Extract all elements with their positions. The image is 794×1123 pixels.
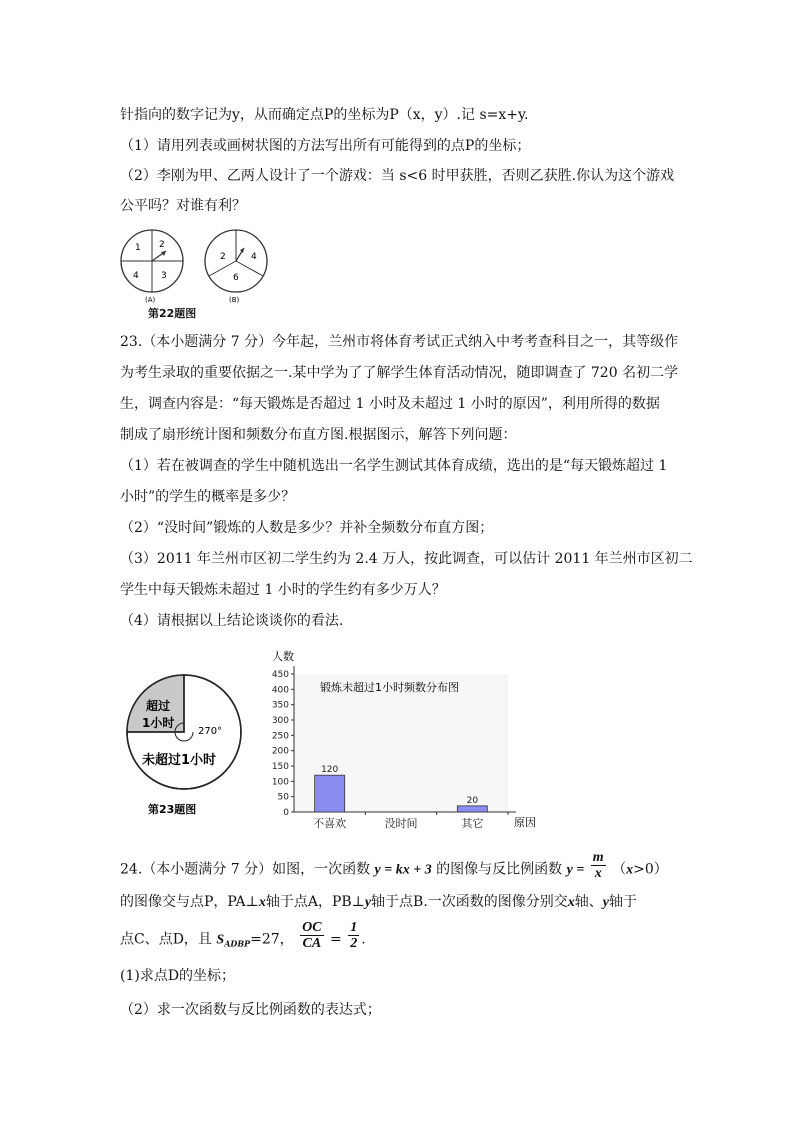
y-tick-label: 250 (271, 731, 289, 742)
x-var: x (567, 895, 575, 910)
spinner-a (121, 230, 183, 304)
y-var: y (602, 895, 610, 910)
spinner-a-number: 4 (133, 271, 139, 281)
spinner-a-number: 3 (161, 271, 167, 281)
figure-23-caption: 第23题图 (148, 803, 197, 816)
text-span: 轴于 (609, 894, 638, 910)
text-span: . (361, 931, 366, 948)
text-line: (1)求点D的坐标； (120, 968, 236, 984)
y-tick-label: 100 (271, 777, 289, 788)
x-tick-label: 其它 (461, 817, 484, 830)
x-tick-label: 没时间 (384, 817, 418, 830)
linear-function: y = kx + 3 (374, 862, 432, 878)
bar (457, 806, 487, 812)
y-tick-label: 150 (271, 762, 289, 772)
text-line: （2）李刚为甲、乙两人设计了一个游戏：当 s<6 时甲获胜，否则乙获胜.你认为这个游戏 (120, 168, 675, 184)
text-span: =27， (250, 931, 294, 948)
spinner-b-number: 4 (251, 252, 257, 262)
text-line: 公平吗？对谁有利？ (120, 198, 246, 214)
text-line: 针指向的数字记为y，从而确定点P的坐标为P（x，y）.记 s=x+y. (120, 107, 529, 123)
bar (315, 775, 345, 812)
text-span: >0） (633, 861, 668, 878)
spinner-a-number: 1 (135, 243, 141, 253)
bar-value-label: 120 (321, 765, 339, 776)
text-span: 的图像交与点P，PA⊥ (120, 894, 259, 910)
text-line: （3）2011 年兰州市区初二学生约为 2.4 万人，按此调查，可以估计 2011 年兰州市区初二 (120, 551, 693, 567)
x-var: x (258, 895, 266, 910)
text-line: 为考生录取的重要依据之一.某中学为了了解学生体育活动情况，随即调查了 720 名初二学 (120, 365, 679, 381)
y-tick-label: 50 (277, 792, 289, 803)
fraction-denominator: 2 (350, 936, 358, 951)
text-line: 学生中每天锻炼未超过 1 小时的学生约有多少万人？ (120, 582, 446, 598)
fraction-numerator: m (592, 850, 604, 865)
bar-value-label: 20 (466, 795, 479, 806)
text-line: 小时”的学生的概率是多少？ (120, 489, 296, 505)
text-line (120, 850, 668, 881)
fraction-numerator: OC (302, 920, 322, 935)
spinner-b-number: 6 (233, 273, 239, 283)
area-symbol: S (216, 932, 225, 948)
fraction-one-half (348, 920, 359, 951)
spinner-b-label: (B) (229, 296, 240, 304)
y-tick-label: 0 (283, 808, 289, 818)
x-var: x (626, 862, 634, 878)
text-span: （ (612, 861, 627, 878)
pie-under-label: 未超过1小时 (142, 753, 217, 768)
x-tick-label: 不喜欢 (313, 817, 347, 830)
text-line: 生，调查内容是：“每天锻炼是否超过 1 小时及未超过 1 小时的原因”，利用所得的数据 (120, 396, 660, 412)
y-tick-label: 350 (271, 700, 289, 711)
y-var: y = (566, 862, 585, 878)
bar-chart (260, 646, 550, 832)
chart-title: 锻炼未超过1小时频数分布图 (320, 681, 459, 694)
text-line: （4）请根据以上结论谈谈你的看法. (120, 613, 344, 629)
text-line: （1）若在被调查的学生中随机选出一名学生测试其体育成绩，选出的是“每天锻炼超过 1 (120, 458, 668, 474)
y-tick-label: 300 (271, 716, 289, 726)
equals-sign: = (330, 931, 342, 948)
text-line: 23.（本小题满分 7 分）今年起，兰州市将体育考试正式纳入中考考查科目之一，其等级作 (120, 334, 679, 350)
spinner-a-label: (A) (145, 296, 156, 304)
text-line: （2）求一次函数与反比例函数的表达式； (120, 1002, 381, 1018)
pie-over-label: 1小时 (142, 716, 175, 730)
pie-angle-label: 270° (198, 726, 223, 737)
y-tick-label: 200 (271, 746, 289, 757)
text-span: 的图像与反比例函数 (436, 861, 563, 878)
fraction-denominator: x (594, 866, 602, 881)
text-span: 24.（本小题满分 7 分）如图，一次函数 (120, 861, 371, 878)
text-span: 轴于点B.一次函数的图像分别交 (371, 894, 568, 910)
spinner-b (205, 230, 267, 304)
text-line: 制成了扇形统计图和频数分布直方图.根据图示，解答下列问题： (120, 427, 517, 443)
text-line: （1）请用列表或画树状图的方法写出所有可能得到的点P的坐标； (120, 138, 531, 154)
fraction-numerator: 1 (350, 920, 358, 935)
y-var: y (364, 895, 372, 910)
text-line: （2）“没时间”锻炼的人数是多少？并补全频数分布直方图； (120, 520, 494, 536)
figure-22-caption: 第22题图 (148, 307, 197, 320)
text-span: 轴、 (574, 894, 603, 910)
text-line (120, 920, 366, 953)
fraction-m-over-x (591, 850, 606, 881)
area-subscript: ADBP (224, 938, 251, 949)
pie-over-label: 超过 (146, 699, 171, 713)
spinner-b-number: 2 (220, 252, 226, 262)
fraction-oc-over-ca (300, 920, 323, 951)
text-span: 点C、点D，且 (120, 931, 212, 948)
text-span: 轴于点A，PB⊥ (265, 894, 365, 910)
fraction-denominator: CA (302, 936, 322, 951)
y-axis-label: 人数 (272, 650, 294, 663)
y-tick-label: 400 (271, 685, 289, 696)
x-axis-label: 原因 (514, 816, 536, 829)
y-tick-label: 450 (271, 670, 289, 680)
spinner-a-number: 2 (159, 240, 165, 250)
pie-chart (120, 660, 250, 820)
text-line (120, 893, 637, 912)
